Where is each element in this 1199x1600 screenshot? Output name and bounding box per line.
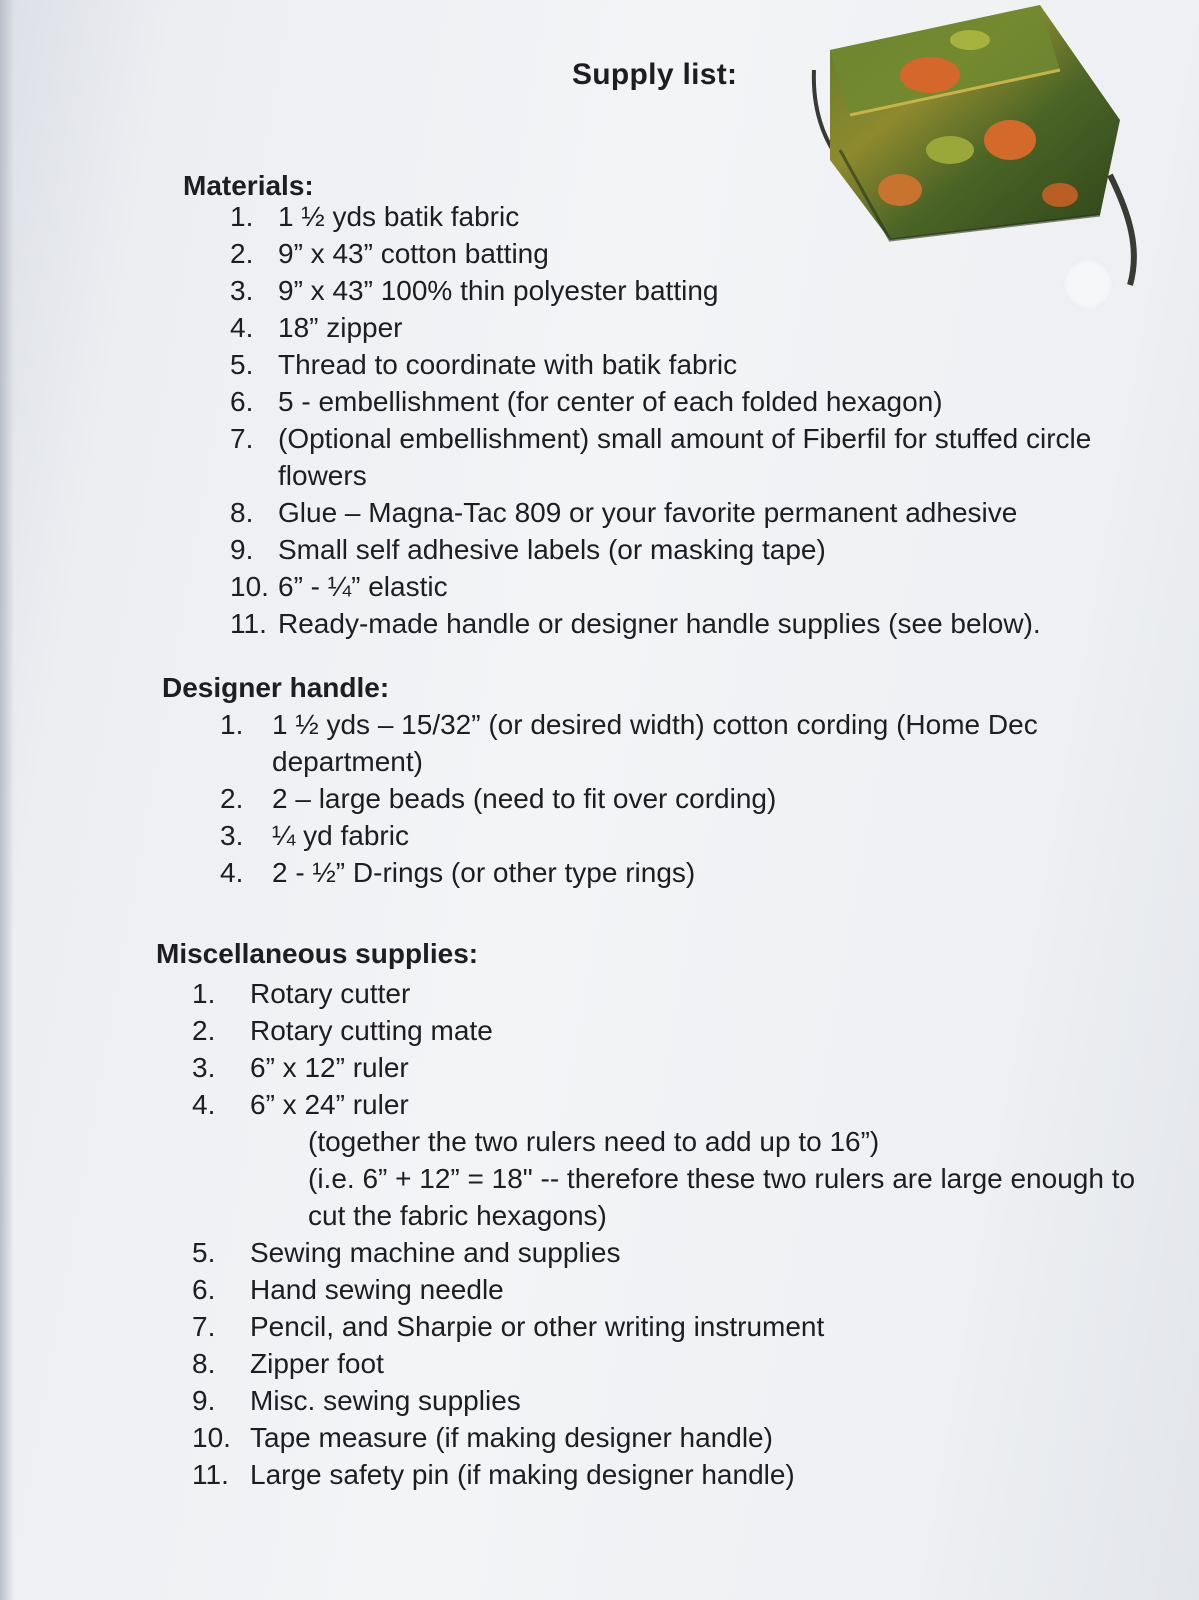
item-text: (Optional embellishment) small amount of Fiberfil for stuffed circle flowers <box>278 423 1092 491</box>
list-item <box>192 1012 1142 1049</box>
list-item <box>220 780 1170 817</box>
item-text: 5 - embellishment (for center of each folded hexagon) <box>278 386 943 417</box>
item-note: (together the two rulers need to add up to 16”) <box>308 1126 880 1157</box>
item-text: Large safety pin (if making designer handle) <box>250 1459 795 1490</box>
item-number: 11. <box>230 608 267 639</box>
list-item <box>192 1419 1142 1456</box>
list-item <box>230 568 1130 605</box>
item-text: Glue – Magna-Tac 809 or your favorite permanent adhesive <box>278 497 1018 528</box>
list-item <box>230 235 1130 272</box>
item-number: 4. <box>192 1089 216 1120</box>
item-number: 10. <box>192 1422 231 1453</box>
list-item <box>192 1049 1142 1086</box>
item-number: 5. <box>192 1237 216 1268</box>
item-number: 1. <box>230 201 254 232</box>
materials-list <box>230 198 1130 642</box>
list-item <box>192 1382 1142 1419</box>
designer-handle-heading: Designer handle: <box>162 672 390 703</box>
item-number: 7. <box>192 1311 216 1342</box>
list-item <box>230 309 1130 346</box>
list-item <box>192 1345 1142 1382</box>
list-item <box>192 1271 1142 1308</box>
item-text: 2 – large beads (need to fit over cording) <box>272 783 777 814</box>
list-item <box>192 1086 1142 1234</box>
item-number: 5. <box>230 349 254 380</box>
item-number: 1. <box>220 709 244 740</box>
list-item <box>192 1456 1142 1493</box>
item-text: Misc. sewing supplies <box>250 1385 521 1416</box>
item-number: 2. <box>220 783 244 814</box>
list-item <box>230 420 1130 494</box>
item-number: 7. <box>230 423 254 454</box>
item-number: 8. <box>230 497 254 528</box>
item-number: 9. <box>192 1385 216 1416</box>
list-item <box>192 975 1142 1012</box>
item-text: Rotary cutter <box>250 978 411 1009</box>
item-number: 1. <box>192 978 216 1009</box>
item-number: 4. <box>220 857 244 888</box>
item-number: 6. <box>192 1274 216 1305</box>
item-text: 6” - ¼” elastic <box>278 571 448 602</box>
list-item <box>220 854 1170 891</box>
list-item <box>220 817 1170 854</box>
item-number: 4. <box>230 312 254 343</box>
item-text: Zipper foot <box>250 1348 384 1379</box>
item-text: 6” x 24” ruler <box>250 1089 409 1120</box>
item-number: 2. <box>192 1015 216 1046</box>
list-item <box>192 1234 1142 1271</box>
item-text: 1 ½ yds – 15/32” (or desired width) cotton cording (Home Dec department) <box>272 709 1038 777</box>
item-text: 2 - ½” D-rings (or other type rings) <box>272 857 696 888</box>
misc-supplies-list <box>192 975 1142 1493</box>
item-number: 10. <box>230 571 269 602</box>
item-text: Sewing machine and supplies <box>250 1237 621 1268</box>
item-number: 8. <box>192 1348 216 1379</box>
item-text: 9” x 43” cotton batting <box>278 238 549 269</box>
page-edge-shadow <box>0 0 14 1600</box>
item-text: 1 ½ yds batik fabric <box>278 201 520 232</box>
list-item <box>220 706 1170 780</box>
item-text: Pencil, and Sharpie or other writing instrument <box>250 1311 825 1342</box>
list-item <box>230 346 1130 383</box>
item-text: Tape measure (if making designer handle) <box>250 1422 773 1453</box>
page-title: Supply list: <box>572 58 738 91</box>
list-item <box>230 605 1130 642</box>
list-item <box>230 494 1130 531</box>
designer-handle-list <box>220 706 1170 891</box>
list-item <box>230 531 1130 568</box>
item-number: 3. <box>220 820 244 851</box>
item-text: Thread to coordinate with batik fabric <box>278 349 738 380</box>
item-number: 11. <box>192 1459 229 1490</box>
item-note: (i.e. 6” + 12” = 18" -- therefore these two rulers are large enough to cut the fabric hexagons) <box>308 1163 1136 1231</box>
item-text: 6” x 12” ruler <box>250 1052 409 1083</box>
item-text: 9” x 43” 100% thin polyester batting <box>278 275 719 306</box>
list-item <box>230 198 1130 235</box>
item-number: 6. <box>230 386 254 417</box>
item-text: ¼ yd fabric <box>272 820 409 851</box>
item-text: Small self adhesive labels (or masking tape) <box>278 534 826 565</box>
item-number: 2. <box>230 238 254 269</box>
item-number: 3. <box>192 1052 216 1083</box>
materials-heading: Materials: <box>183 170 314 201</box>
list-item <box>230 383 1130 420</box>
list-item <box>192 1308 1142 1345</box>
item-number: 9. <box>230 534 254 565</box>
item-text: 18” zipper <box>278 312 403 343</box>
list-item <box>230 272 1130 309</box>
item-text: Hand sewing needle <box>250 1274 504 1305</box>
item-number: 3. <box>230 275 254 306</box>
item-text: Rotary cutting mate <box>250 1015 493 1046</box>
item-text: Ready-made handle or designer handle supplies (see below). <box>278 608 1041 639</box>
misc-supplies-heading: Miscellaneous supplies: <box>156 938 479 969</box>
